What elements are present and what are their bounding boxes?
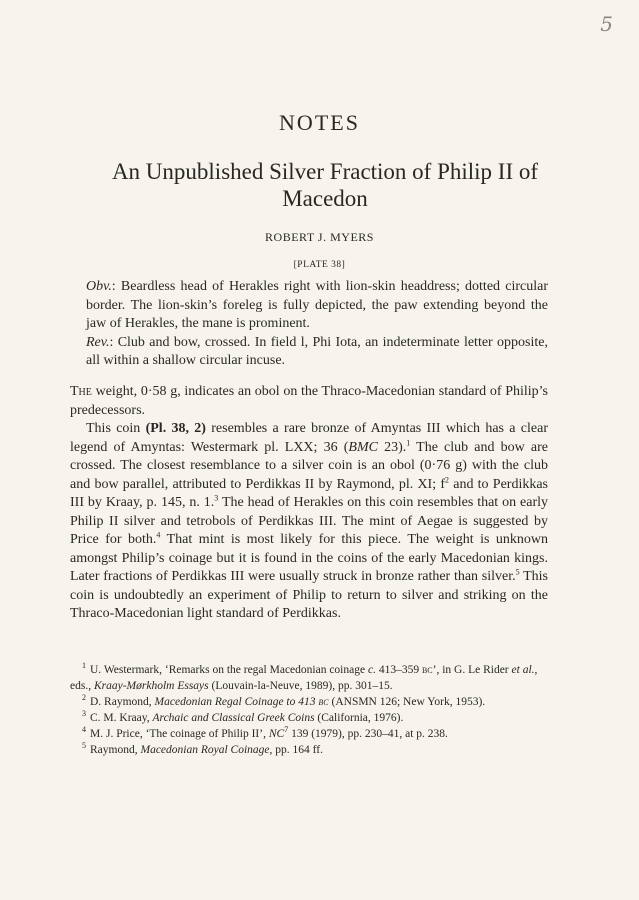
paragraph-2-text: and to Perdikkas III by Kraay, p. 145, n. 1. [70, 476, 548, 510]
obverse-label: Obv. [86, 279, 112, 294]
footnote [70, 694, 548, 710]
footnote-text: , pp. 164 ff. [269, 744, 323, 756]
footnotes [70, 662, 548, 758]
footnote-text: C. M. Kraay, [90, 712, 153, 724]
footnote-text: U. Westermark, ‘Remarks on the regal Macedonian coinage [90, 664, 368, 676]
plate-reference: [PLATE 38] [293, 260, 346, 270]
page-number: 5 [600, 12, 613, 36]
footnote [70, 726, 548, 742]
footnote-text: c. [367, 664, 376, 676]
plate-figure-link[interactable]: (Pl. 38, 2) [145, 421, 206, 436]
reverse-text: : Club and bow, crossed. In field l, Phi Iota, an indeterminate letter opposite, all within a shallow circular incuse. [86, 334, 548, 368]
footnote-number: 3 [82, 709, 86, 719]
footnote-text: M. J. Price, ‘The coinage of Philip II’, [90, 728, 269, 740]
footnote-ref[interactable]: 3 [214, 493, 219, 503]
footnote [70, 742, 548, 758]
paragraph-2-text: This coin is undoubtedly an experiment of Philip to return to silver and striking on the Thraco-Macedonian light standard of Perdikkas. [70, 569, 548, 621]
reverse-description [86, 334, 548, 371]
paragraph-2 [70, 420, 548, 624]
footnote-ref[interactable]: 5 [515, 567, 520, 577]
footnote-number: 4 [82, 725, 86, 735]
footnote-text: Kraay-Mørkholm Essays [93, 680, 209, 692]
footnote-text: (ANSMN 126; New York, 1953). [328, 696, 486, 708]
paragraph-1-text: weight, 0·58 g, indicates an obol on the Thraco-Macedonian standard of Philip’s predecessors. [70, 384, 548, 418]
footnote-text: bc [421, 664, 433, 676]
footnote [70, 710, 548, 726]
paragraph-1 [70, 383, 548, 420]
bmc-abbrev: BMC [348, 439, 378, 455]
section-title: NOTES [279, 110, 360, 135]
footnote-text: 413–359 [375, 664, 422, 676]
footnote-text: bc [318, 696, 329, 708]
footnote-number: 2 [82, 693, 86, 703]
footnote-number: 1 [82, 661, 86, 671]
footnote-number: 5 [82, 741, 86, 751]
reverse-label: Rev. [86, 334, 110, 350]
footnote-text: Macedonian Regal Coinage to 413 [154, 696, 319, 708]
paragraph-2-text: This coin [86, 421, 146, 436]
footnote-text: et al. [511, 664, 535, 676]
paragraph-2-text: 23). [377, 439, 407, 455]
obverse-text: : Beardless head of Herakles right with lion-skin headdress; dotted circular border. The lion-skin’s foreleg is fully depicted, the paw extending beyond the jaw of Herakles, the mane is prominent. [86, 279, 548, 331]
footnote-text: (California, 1976). [314, 712, 404, 724]
footnote-ref[interactable]: 4 [156, 530, 161, 540]
paragraph-2-text: resembles a rare bronze of Amyntas III which has a clear legend of Amyntas: Westermark pl. LXX; 36 ( [70, 421, 549, 455]
obverse-description [86, 278, 548, 334]
footnote-text: , eds., [70, 664, 538, 692]
footnote-text: 139 (1979), pp. 230–41, at p. 238. [288, 728, 448, 740]
footnote-text: NC [268, 728, 285, 740]
footnote-text: D. Raymond, [90, 696, 155, 708]
body-text [70, 383, 548, 624]
paragraph-2-text: The head of Herakles on this coin resembles that on early Philip II silver and tetrobols of Perdikkas III. The mint of Aegae is suggested by Price for both. [70, 495, 548, 547]
footnote [70, 662, 548, 694]
footnote-text: 7 [284, 725, 289, 735]
author-byline: ROBERT J. MYERS [265, 230, 374, 244]
footnote-text: Macedonian Royal Coinage [140, 744, 270, 756]
paragraph-2-text: The club and bow are crossed. The closest resemblance to a silver coin is an obol (0·76 g) with the club and bow parallel, attributed to Perdikkas II by Raymond, pl. XI; f [70, 439, 548, 492]
paragraph-lead: The [70, 384, 92, 399]
footnote-ref[interactable]: 1 [406, 437, 411, 447]
footnote-text: (Louvain-la-Neuve, 1989), pp. 301–15. [208, 680, 393, 692]
footnote-text: Raymond, [90, 744, 141, 756]
coin-description [86, 278, 548, 371]
footnote-text: Archaic and Classical Greek Coins [152, 712, 315, 724]
article-title: An Unpublished Silver Fraction of Philip II of Macedon [111, 159, 539, 211]
paragraph-2-text: That mint is most likely for this piece. The weight is unknown amongst Philip’s coinage but it is found in the coins of the early Macedonian kings. Later fractions of Perdikkas III were usually struck in bronze rather than silver. [70, 532, 548, 584]
footnote-ref[interactable]: 2 [445, 474, 449, 484]
footnote-text: ’, in G. Le Rider [432, 664, 512, 676]
